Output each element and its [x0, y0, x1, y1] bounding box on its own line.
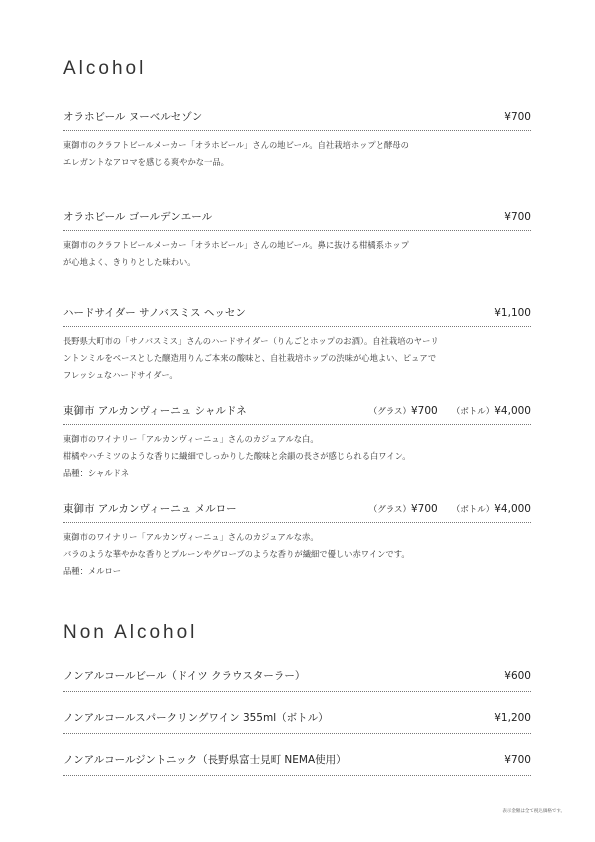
description-line: エレガントなアロマを感じる爽やかな一品。 — [63, 157, 229, 167]
menu-item — [63, 109, 531, 171]
menu-item-header — [63, 403, 531, 425]
menu-item-header — [63, 668, 531, 692]
item-description — [63, 529, 531, 580]
menu-item — [63, 403, 531, 482]
menu-item — [63, 752, 531, 776]
menu-item — [63, 668, 531, 692]
item-description — [63, 333, 531, 384]
tax-footnote: 表示金額は全て税込価格です。 — [502, 809, 565, 814]
description-line: 東御市のワイナリー「アルカンヴィーニュ」さんのカジュアルな赤。 — [63, 532, 319, 542]
item-price: ¥700 — [504, 211, 531, 223]
bottle-price: （ボトル）¥4,000 — [451, 503, 531, 515]
description-line: ントンミルをベースとした醸造用りんご本来の酸味と、自社栽培ホップの渋味が心地よい、ピュアで — [63, 353, 437, 363]
item-name: ハードサイダー サノバスミス ヘッセン — [63, 307, 246, 319]
glass-label: （グラス） — [368, 505, 411, 515]
item-name: ノンアルコールジントニック（長野県富士見町 NEMA使用） — [63, 754, 347, 766]
item-price: ¥600 — [504, 670, 531, 682]
glass-price: （グラス）¥700 — [368, 405, 438, 417]
description-line: 長野県大町市の「サノバスミス」さんのハードサイダー（りんごとホップのお酒）。自社栽培のヤーリ — [63, 336, 439, 346]
item-name: オラホビール ヌーベルセゾン — [63, 111, 203, 123]
glass-label: （グラス） — [368, 407, 411, 417]
item-description — [63, 237, 531, 271]
item-name: 東御市 アルカンヴィーニュ シャルドネ — [63, 405, 247, 417]
menu-item — [63, 209, 531, 271]
glass-price: （グラス）¥700 — [368, 503, 438, 515]
bottle-label: （ボトル） — [451, 407, 495, 417]
menu-item-header — [63, 752, 531, 776]
description-line: 品種：シャルドネ — [63, 468, 130, 478]
menu-item-header — [63, 710, 531, 734]
item-name: 東御市 アルカンヴィーニュ メルロー — [63, 503, 237, 515]
menu-item-header — [63, 209, 531, 231]
item-price: ¥700 — [504, 111, 531, 123]
item-description — [63, 431, 531, 482]
menu-item-header — [63, 109, 531, 131]
menu-item — [63, 501, 531, 580]
description-line: 東御市のワイナリー「アルカンヴィーニュ」さんのカジュアルな白。 — [63, 434, 319, 444]
price-group — [369, 503, 531, 515]
description-line: 品種：メルロー — [63, 566, 122, 576]
alcohol-section-title: Alcohol — [63, 58, 147, 79]
item-name: ノンアルコールビール（ドイツ クラウスターラー） — [63, 670, 306, 682]
menu-item — [63, 305, 531, 384]
description-line: 柑橘やハチミツのような香りに繊細でしっかりした酸味と余韻の長さが感じられる白ワイン。 — [63, 451, 411, 461]
description-line: フレッシュなハードサイダー。 — [63, 370, 178, 380]
item-name: ノンアルコールスパークリングワイン 355ml（ボトル） — [63, 712, 329, 724]
description-line: バラのような華やかな香りとプルーンやグローブのような香りが繊細で優しい赤ワインです。 — [63, 549, 410, 559]
item-description — [63, 137, 531, 171]
non-alcohol-section-title: Non Alcohol — [63, 622, 198, 643]
description-line: が心地よく、きりりとした味わい。 — [63, 257, 196, 267]
menu-item-header — [63, 501, 531, 523]
description-line: 東御市のクラフトビールメーカー「オラホビール」さんの地ビール。自社栽培ホップと酵母の — [63, 140, 409, 150]
menu-item — [63, 710, 531, 734]
bottle-label: （ボトル） — [451, 505, 495, 515]
item-price: ¥700 — [504, 754, 531, 766]
description-line: 東御市のクラフトビールメーカー「オラホビール」さんの地ビール。鼻に抜ける柑橘系ホップ — [63, 240, 409, 250]
item-name: オラホビール ゴールデンエール — [63, 211, 213, 223]
menu-item-header — [63, 305, 531, 327]
bottle-price: （ボトル）¥4,000 — [451, 405, 531, 417]
item-price: ¥1,200 — [494, 712, 531, 724]
item-price: ¥1,100 — [494, 307, 531, 319]
price-group — [369, 405, 531, 417]
